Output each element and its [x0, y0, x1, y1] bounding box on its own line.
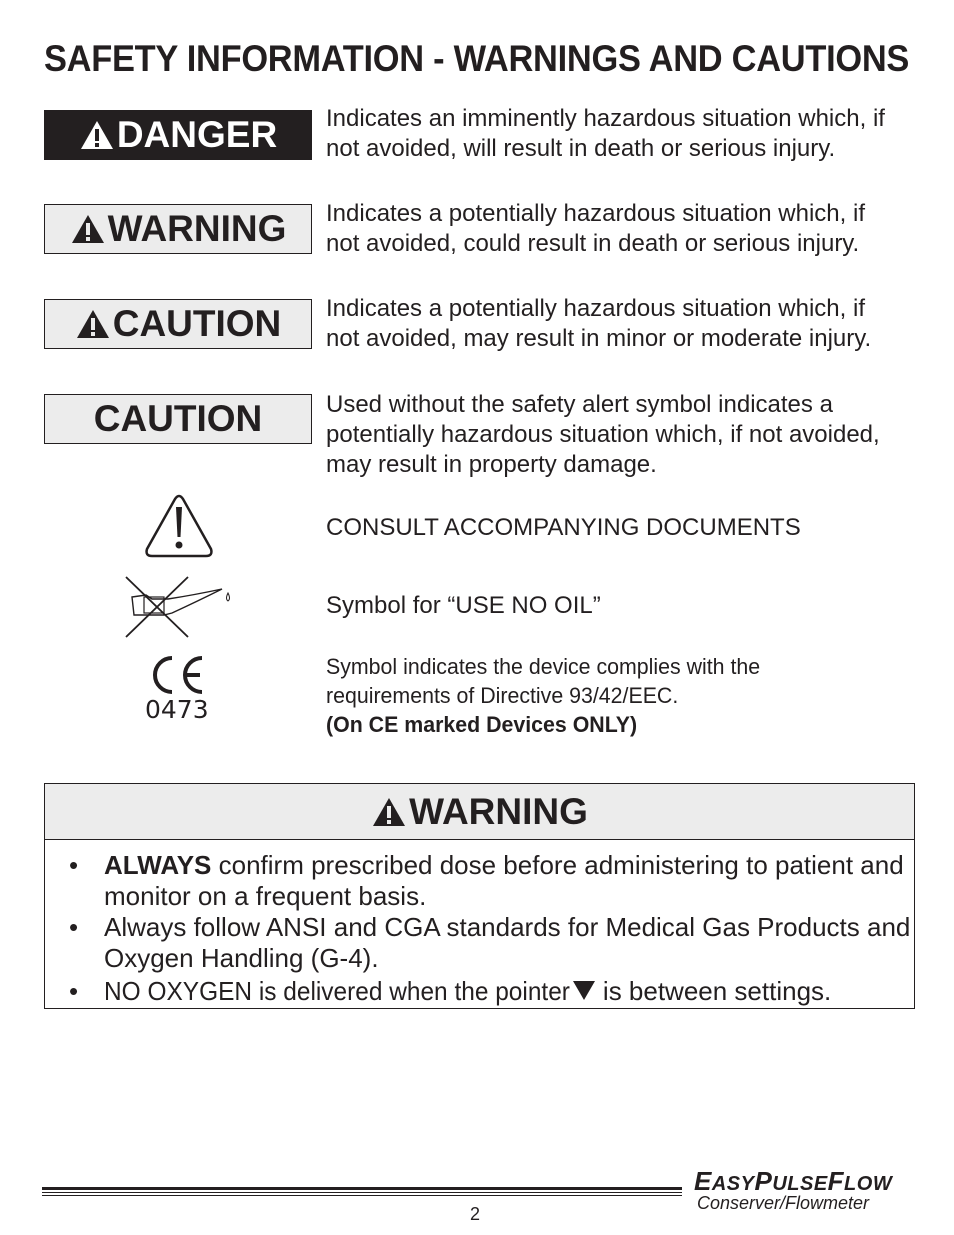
- brand-low: LOW: [844, 1173, 893, 1195]
- caution-description: Indicates a potentially hazardous situation which, if not avoided, may result in minor or moderate injury.: [326, 295, 872, 352]
- warning-box: [44, 783, 915, 1009]
- item-1-text: confirm prescribed dose before administering to patient and monitor on a frequent basis.: [104, 850, 904, 911]
- item-3-text-b: is between settings.: [595, 976, 832, 1006]
- warning-description: Indicates a potentially hazardous situation which, if not avoided, could result in death or serious injury.: [326, 200, 865, 257]
- caution-plain-badge: [44, 394, 312, 444]
- danger-label: DANGER: [116, 114, 278, 155]
- warning-label: WARNING: [107, 208, 287, 249]
- warning-box-header: [45, 784, 914, 840]
- no-oil-text: Symbol for “USE NO OIL”: [326, 592, 601, 619]
- bullet: •: [69, 976, 79, 1006]
- danger-description: Indicates an imminently hazardous situation which, if not avoided, will result in death or serious injury.: [326, 105, 885, 162]
- ce-line-3: (On CE marked Devices ONLY): [326, 712, 638, 737]
- ce-description: [326, 652, 869, 739]
- alert-triangle-icon: [371, 796, 407, 828]
- caution-label: CAUTION: [112, 303, 282, 344]
- brand-ulse: ULSE: [772, 1173, 828, 1195]
- item-3-text-a: NO OXYGEN is delivered when the pointer: [104, 976, 570, 1006]
- brand-p: P: [754, 1166, 773, 1196]
- alert-triangle-icon: [70, 213, 106, 245]
- list-item: [45, 976, 914, 1007]
- pointer-triangle-icon: [572, 979, 596, 1001]
- ce-line-2: requirements of Directive 93/42/EEC.: [326, 683, 679, 708]
- ce-mark-icon: [148, 653, 208, 697]
- no-oil-icon: [124, 575, 234, 639]
- list-item: [45, 850, 914, 912]
- brand-subtitle: Conserver/Flowmeter: [697, 1193, 870, 1213]
- ce-line-1: Symbol indicates the device complies with the: [326, 654, 761, 679]
- caution-plain-label: CAUTION: [93, 398, 263, 439]
- list-item: [45, 912, 914, 974]
- consult-documents-icon: [143, 493, 215, 559]
- footer-rule: [42, 1187, 682, 1198]
- caution-badge: [44, 299, 312, 349]
- page-title: SAFETY INFORMATION - WARNINGS AND CAUTIONS: [44, 38, 910, 79]
- warning-box-title: WARNING: [409, 790, 588, 832]
- caution-plain-description: Used without the safety alert symbol indicates a potentially hazardous situation which, if not avoided, may result in property damage.: [326, 391, 880, 478]
- ce-number: 0473: [145, 695, 209, 724]
- danger-badge: [44, 110, 312, 160]
- consult-documents-text: CONSULT ACCOMPANYING DOCUMENTS: [326, 514, 801, 541]
- brand-e: E: [694, 1166, 712, 1196]
- brand-asy: ASY: [711, 1173, 755, 1195]
- warning-list: [45, 840, 914, 1007]
- warning-badge: [44, 204, 312, 254]
- page-number: 2: [470, 1204, 481, 1224]
- item-2-text: Always follow ANSI and CGA standards for Medical Gas Products and Oxygen Handling (G-4).: [104, 912, 911, 973]
- alert-triangle-icon: [79, 119, 115, 151]
- bullet: •: [69, 912, 79, 942]
- bullet: •: [69, 850, 79, 880]
- brand-f: F: [827, 1166, 845, 1196]
- always-emphasis: ALWAYS: [104, 850, 212, 880]
- alert-triangle-icon: [75, 308, 111, 340]
